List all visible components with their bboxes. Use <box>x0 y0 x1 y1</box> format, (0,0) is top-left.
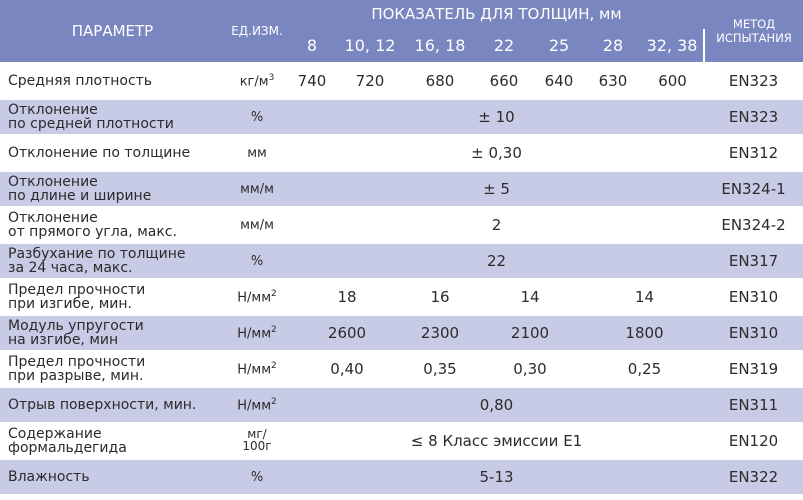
unit-text: Н/мм <box>237 362 272 378</box>
unit-text: Н/мм <box>237 326 272 342</box>
value-cell: 2 <box>289 207 704 243</box>
header-thickness: 25 <box>533 29 585 63</box>
value-cell: 14 <box>475 279 585 315</box>
header-unit: ЕД.ИЗМ. <box>225 0 289 63</box>
header-thickness: 8 <box>289 29 335 63</box>
value-cell: 18 <box>289 279 405 315</box>
param-cell <box>0 171 225 207</box>
unit-sup: 3 <box>268 72 275 83</box>
header-thickness: 16, 18 <box>405 29 475 63</box>
param-cell <box>0 207 225 243</box>
value-cell: 0,30 <box>475 351 585 387</box>
table-row <box>0 459 803 494</box>
param-cell <box>0 315 225 351</box>
method-cell: EN317 <box>704 243 803 279</box>
param-cell <box>0 387 225 423</box>
param-text: Влажность <box>8 469 90 485</box>
method-cell: EN319 <box>704 351 803 387</box>
table-row <box>0 351 803 387</box>
method-cell: EN323 <box>704 99 803 135</box>
param-text: по средней плотности <box>8 116 174 132</box>
param-text: Отклонение <box>8 210 98 226</box>
value-cell: 0,40 <box>289 351 405 387</box>
value-cell: 14 <box>585 279 704 315</box>
header-param: ПАРАМЕТР <box>0 0 225 63</box>
param-text: Предел прочности <box>8 282 146 298</box>
value-cell: 740 <box>289 63 335 99</box>
value-cell: 2300 <box>405 315 475 351</box>
value-cell: 2100 <box>475 315 585 351</box>
unit-cell: % <box>225 243 289 279</box>
unit-cell <box>225 387 289 423</box>
value-cell: ± 10 <box>289 99 704 135</box>
value-cell: 1800 <box>585 315 704 351</box>
header-method <box>704 0 803 63</box>
unit-text: Н/мм <box>237 398 272 414</box>
param-text: при разрыве, мин. <box>8 368 144 384</box>
table-header <box>0 0 803 63</box>
value-cell: 16 <box>405 279 475 315</box>
param-cell <box>0 243 225 279</box>
method-cell: EN323 <box>704 63 803 99</box>
header-thickness: 22 <box>475 29 533 63</box>
unit-cell: мм <box>225 135 289 171</box>
value-cell: 0,25 <box>585 351 704 387</box>
param-cell <box>0 135 225 171</box>
param-text: Отклонение по толщине <box>8 145 191 161</box>
method-cell: EN312 <box>704 135 803 171</box>
param-text: Отклонение <box>8 102 98 118</box>
unit-cell: % <box>225 99 289 135</box>
param-text: Содержание <box>8 426 102 442</box>
table-row <box>0 387 803 423</box>
value-cell: 22 <box>289 243 704 279</box>
header-method-line1: МЕТОД <box>732 17 776 31</box>
param-text: Средняя плотность <box>8 73 153 89</box>
value-cell: 2600 <box>289 315 405 351</box>
param-text: Предел прочности <box>8 354 146 370</box>
unit-cell <box>225 315 289 351</box>
unit-cell <box>225 279 289 315</box>
table-row <box>0 63 803 99</box>
value-cell: ± 0,30 <box>289 135 704 171</box>
table-row <box>0 243 803 279</box>
param-cell <box>0 459 225 494</box>
param-text: Модуль упругости <box>8 318 144 334</box>
value-cell: 630 <box>585 63 641 99</box>
header-method-line2: ИСПЫТАНИЯ <box>716 31 792 45</box>
value-cell: 5-13 <box>289 459 704 494</box>
unit-cell <box>225 423 289 459</box>
param-cell <box>0 279 225 315</box>
param-text: при изгибе, мин. <box>8 296 132 312</box>
method-cell: EN324-2 <box>704 207 803 243</box>
value-cell: 600 <box>641 63 704 99</box>
unit-text: 100г <box>242 439 272 453</box>
header-thickness: 28 <box>585 29 641 63</box>
value-cell: 0,35 <box>405 351 475 387</box>
param-cell <box>0 351 225 387</box>
header-thickness: 10, 12 <box>335 29 405 63</box>
table-row <box>0 423 803 459</box>
param-text: Разбухание по толщине <box>8 246 186 262</box>
unit-sup: 2 <box>271 360 277 371</box>
param-text: формальдегида <box>8 440 127 456</box>
unit-cell <box>225 351 289 387</box>
method-cell: EN311 <box>704 387 803 423</box>
unit-stack <box>242 428 271 452</box>
method-cell: EN322 <box>704 459 803 494</box>
value-cell: ≤ 8 Класс эмиссии Е1 <box>289 423 704 459</box>
param-text: за 24 часа, макс. <box>8 260 133 276</box>
table-row <box>0 135 803 171</box>
param-cell <box>0 423 225 459</box>
value-cell: 680 <box>405 63 475 99</box>
table-row <box>0 315 803 351</box>
method-cell: EN310 <box>704 315 803 351</box>
param-text: по длине и ширине <box>8 188 152 204</box>
unit-cell: мм/м <box>225 171 289 207</box>
method-cell: EN324-1 <box>704 171 803 207</box>
value-cell: 640 <box>533 63 585 99</box>
param-text: Отклонение <box>8 174 98 190</box>
table-row <box>0 207 803 243</box>
unit-text: кг/м <box>239 74 269 90</box>
unit-cell <box>225 63 289 99</box>
unit-sup: 2 <box>271 324 277 335</box>
unit-sup: 2 <box>271 396 277 407</box>
param-text: Отрыв поверхности, мин. <box>8 397 197 413</box>
unit-cell: мм/м <box>225 207 289 243</box>
unit-sup: 2 <box>271 288 277 299</box>
method-cell: EN310 <box>704 279 803 315</box>
unit-text: Н/мм <box>237 290 272 306</box>
table-row <box>0 99 803 135</box>
param-cell <box>0 63 225 99</box>
param-text: от прямого угла, макс. <box>8 224 177 240</box>
value-cell: 720 <box>335 63 405 99</box>
header-thickness: 32, 38 <box>641 29 704 63</box>
param-cell <box>0 99 225 135</box>
value-cell: 660 <box>475 63 533 99</box>
value-cell: 0,80 <box>289 387 704 423</box>
value-cell: ± 5 <box>289 171 704 207</box>
unit-cell: % <box>225 459 289 494</box>
table-row <box>0 279 803 315</box>
unit-text: мг/ <box>247 427 267 441</box>
header-thickness-group: ПОКАЗАТЕЛЬ ДЛЯ ТОЛЩИН, мм <box>289 0 704 29</box>
table-row <box>0 171 803 207</box>
method-cell: EN120 <box>704 423 803 459</box>
param-text: на изгибе, мин <box>8 332 119 348</box>
